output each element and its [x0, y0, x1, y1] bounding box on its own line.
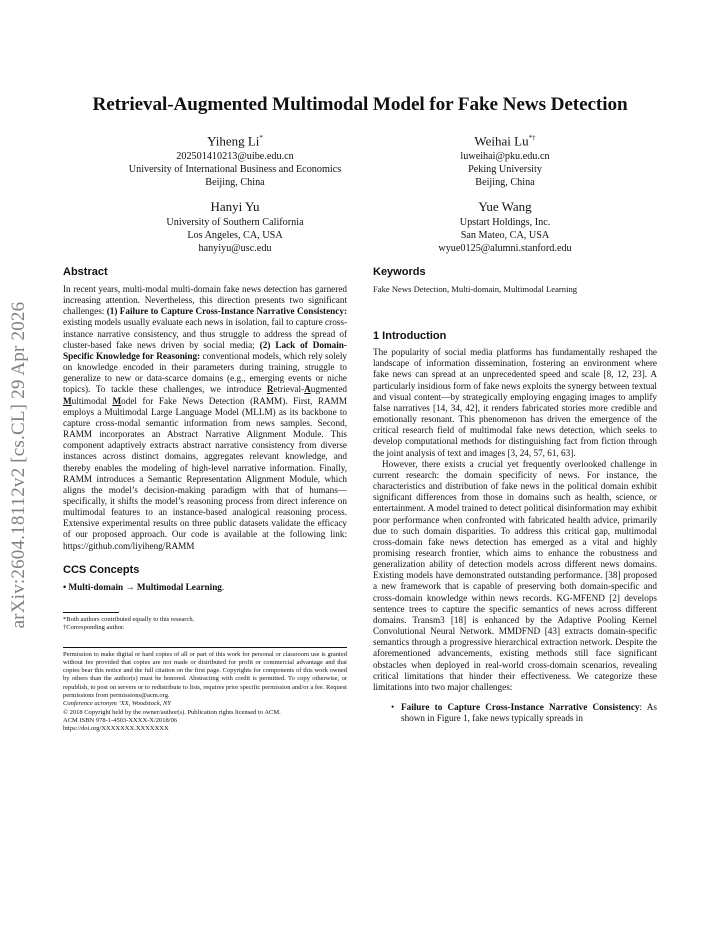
footnote-rule	[63, 612, 119, 613]
author-line: Peking University	[468, 164, 542, 176]
author-block-2	[360, 130, 650, 189]
ccs-heading: CCS Concepts	[63, 563, 140, 576]
permission-rule	[63, 647, 347, 648]
author-line: 202501410213@uibe.edu.cn	[176, 151, 294, 163]
bullet-icon: •	[391, 702, 395, 712]
author-block-1	[90, 130, 380, 189]
author-name: Weihai Lu	[474, 133, 529, 149]
footnote-equal: *Both authors contributed equally to this research.	[63, 615, 195, 623]
author-line: wyue0125@alumni.stanford.edu	[438, 243, 572, 254]
copyright-line: © 2018 Copyright held by the owner/author(s). Publication rights licensed to ACM.	[63, 708, 281, 716]
footnote-corresponding: †Corresponding author.	[63, 624, 125, 632]
author-name: Yue Wang	[478, 199, 532, 214]
author-line: Beijing, China	[475, 177, 535, 189]
permission-text: Permission to make digital or hard copies of all or part of this work for personal or classroom use is granted without fee provided that copies are not made or distributed for profit or commercial advantage and that copies bear this notice and the full citation on the first page. Copyrights for components of this work owned by others than the author(s) must be honored. Abstracting with credit is permitted. To copy otherwise, or republish, to post on servers or to redistribute to lists, requires prior specific permission and/or a fee. Request permissions from permissions@acm.org.	[63, 650, 347, 699]
left-column	[63, 266, 347, 733]
author-line: University of Southern California	[166, 217, 304, 228]
keywords-text: Fake News Detection, Multi-domain, Multimodal Learning	[373, 284, 578, 294]
ccs-item: • Multi-domain → Multimodal Learning.	[63, 581, 225, 592]
isbn-line: ACM ISBN 978-1-4503-XXXX-X/2018/06	[63, 716, 178, 724]
author-line: University of International Business and Economics	[128, 164, 342, 176]
author-line: hanyiyu@usc.edu	[198, 243, 272, 254]
abstract-text: In recent years, multi-modal multi-domain fake news detection has garnered increasing attention. Nevertheless, this direction presents two significant challenges: (1) Failure to Capture Cross-Instance Narrative Consistency: existing models usually evaluate each news in isolation, fail to capture cross-instance narrative consistency, and thus struggle to address the spread of cluster-based fake news driven by social media; (2) Lack of Domain-Specific Knowledge for Reasoning: conventional models, which rely solely on knowledge encoded in their parameters during training, struggle to generalize to new or data-scarce domains (e.g., emerging events or niche topics). To tackle these challenges, we introduce Retrieval-Augmented Multimodal Model for Fake News Detection (RAMM). First, RAMM employs a Multimodal Large Language Model (MLLM) as its backbone to capture cross-modal semantic information from news samples. Second, RAMM incorporates an Abstract Narrative Alignment Module. This component adaptively extracts abstract narrative consistency from diverse instances across distinct domains, aggregates relevant knowledge, and thereby enables the modeling of high-level narrative information. Finally, RAMM introduces a Semantic Representation Alignment Module, which aligns the model’s decision-making paradigm with that of humans—specifically, it shifts the model’s reasoning process from direct inference on multimodal features to an instance-based analogical reasoning process. Extensive experimental results on three public datasets validate the efficacy of our proposed approach. Our code is available at the following link: https://github.com/liyiheng/RAMM	[63, 284, 347, 551]
author-line: Los Angeles, CA, USA	[187, 230, 283, 241]
conference-line: Conference acronym ’XX, Woodstock, NY	[63, 700, 171, 708]
arxiv-stamp: arXiv:2604.18112v2 [cs.CL] 29 Apr 2026	[8, 301, 29, 629]
intro-bullet-1: • Failure to Capture Cross-Instance Narrative Consistency: As shown in Figure 1, fake news typically spreads in	[391, 702, 657, 724]
author-block-3	[90, 199, 380, 255]
author-name: Yiheng Li	[207, 133, 260, 149]
author-line: Beijing, China	[205, 177, 265, 189]
author-mark: *	[259, 134, 263, 142]
author-line: luweihai@pku.edu.cn	[460, 151, 550, 163]
intro-paragraph-1: The popularity of social media platforms has fundamentally reshaped the landscape of information dissemination, fostering an environment where fake news can spread at an unprecedented speed and scale [8, 12, 23]. A particularly insidious form of fake news exploits the synergy between textual and visual content—by strategically employing engaging images to amplify false narratives [14, 34, 42], it renders fabricated stories more credible and emotionally resonant. This phenomenon has driven the emergence of the critical research field of multimodal fake news detection, which seeks to develop computational methods for distinguishing fact from fiction through the joint analysis of text and images [3, 24, 57, 61, 63].	[373, 347, 657, 458]
author-line: San Mateo, CA, USA	[460, 230, 550, 241]
author-mark: *†	[528, 134, 536, 142]
doi-link[interactable]: https://doi.org/XXXXXXX.XXXXXXX	[63, 725, 169, 733]
paper-title: Retrieval-Augmented Multimodal Model for Fake News Detection	[92, 94, 628, 115]
keywords-heading: Keywords	[373, 266, 426, 278]
intro-paragraph-2: However, there exists a crucial yet frequently overlooked challenge in current research: the domain specificity of news. For instance, the characteristics and distribution of fake news in the political domain exhibit significant differences from those in domains such as health, science, or entertainment. A model trained to detect political disinformation may exhibit poor performance when confronted with fabricated health advice, primarily due to such domain disparities. To address this critical gap, multimodal cross-domain fake news detection has emerged as a vital and highly promising research frontier, which aims to enhance the robustness and generalization ability of detection models across different news domains. Existing models have demonstrated outstanding performance. [38] proposed a new framework that is capable of preserving both domain-specific and cross-domain knowledge within news records. KG-MFEND [2] develops sentence trees to capture the specific semantics of news across different domains. Transm3 [18] is enhanced by the Adaptive Pooling Kernel Convolutional Neural Network. MMDFND [43] extracts domain-specific semantics through a progressive hierarchical extraction network. Despite the aforementioned advancements, existing methods still face significant obstacles when deployed in real-world cross-domain scenarios, revealing critical limitations that hinder their effectiveness. We categorize these limitations into two major challenges:	[373, 458, 657, 692]
right-column	[373, 266, 657, 724]
abstract-heading: Abstract	[63, 266, 108, 278]
author-name: Hanyi Yu	[210, 199, 260, 214]
author-block-4	[360, 199, 650, 255]
author-line: Upstart Holdings, Inc.	[459, 217, 551, 228]
section-heading-introduction: 1 Introduction	[373, 330, 447, 343]
